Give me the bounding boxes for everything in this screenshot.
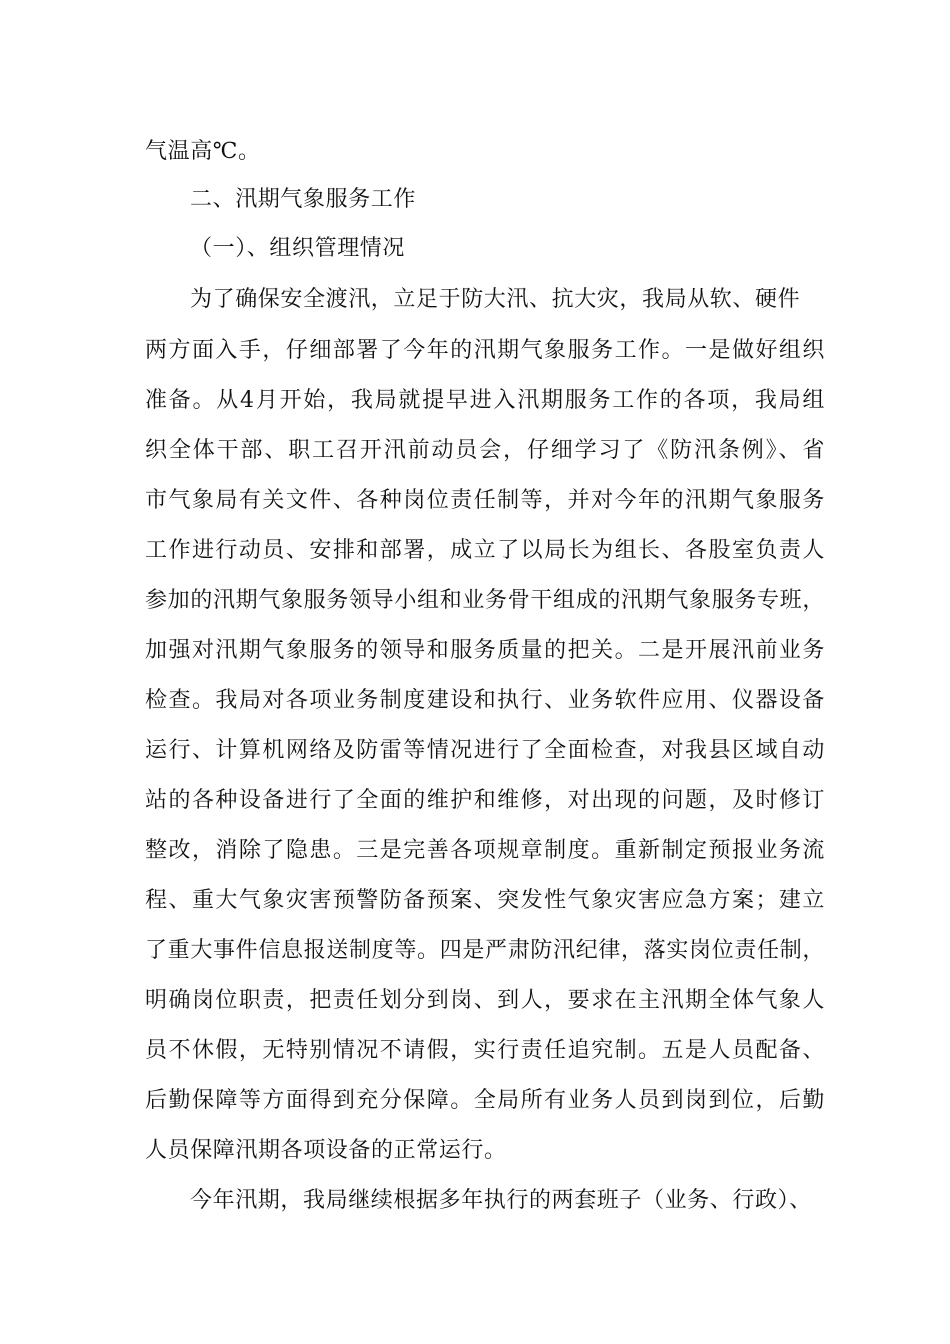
paragraph-line-11: 站的各种设备进行了全面的维护和维修，对出现的问题，及时修订 — [145, 788, 825, 813]
paragraph-line-14: 了重大事件信息报送制度等。四是严肃防汛纪律，落实岗位责任制， — [145, 938, 825, 963]
paragraph-line-9: 检查。我局对各项业务制度建设和执行、业务软件应用、仪器设备 — [145, 688, 825, 713]
paragraph-line-12: 整改，消除了隐患。三是完善各项规章制度。重新制定预报业务流 — [145, 838, 825, 863]
paragraph-line-13: 程、重大气象灾害预警防备预案、突发性气象灾害应急方案；建立 — [145, 888, 825, 913]
paragraph-line-10: 运行、计算机网络及防雷等情况进行了全面检查，对我县区域自动 — [145, 738, 825, 763]
subsection-heading: （一）、组织管理情况 — [190, 236, 406, 261]
paragraph-line-17: 后勤保障等方面得到充分保障。全局所有业务人员到岗到位，后勤 — [145, 1088, 825, 1113]
paragraph-line-2: 两方面入手，仔细部署了今年的汛期气象服务工作。一是做好组织 — [145, 338, 825, 363]
paragraph-line-1: 为了确保安全渡汛，立足于防大汛、抗大灾，我局从软、硬件 — [190, 287, 801, 312]
paragraph-line-3: 准备。从4月开始，我局就提早进入汛期服务工作的各项，我局组 — [145, 388, 825, 413]
paragraph-line-6: 工作进行动员、安排和部署，成立了以局长为组长、各股室负责人 — [145, 538, 825, 563]
paragraph-line-8: 加强对汛期气象服务的领导和服务质量的把关。二是开展汛前业务 — [145, 638, 825, 663]
section-heading: 二、汛期气象服务工作 — [190, 187, 417, 212]
paragraph-line-5: 市气象局有关文件、各种岗位责任制等，并对今年的汛期气象服务 — [145, 488, 825, 513]
paragraph-line-7: 参加的汛期气象服务领导小组和业务骨干组成的汛期气象服务专班， — [145, 588, 825, 613]
paragraph-line-4: 织全体干部、职工召开汛前动员会，仔细学习了《防汛条例》、省 — [145, 438, 825, 463]
paragraph-line-18: 人员保障汛期各项设备的正常运行。 — [145, 1138, 507, 1163]
paragraph-line-16: 员不休假，无特别情况不请假，实行责任追究制。五是人员配备、 — [145, 1038, 825, 1063]
paragraph2-line-1: 今年汛期，我局继续根据多年执行的两套班子（业务、行政）、 — [190, 1188, 812, 1213]
text-line-1: 气温高℃。 — [145, 139, 261, 164]
paragraph-line-15: 明确岗位职责，把责任划分到岗、到人，要求在主汛期全体气象人 — [145, 988, 825, 1013]
